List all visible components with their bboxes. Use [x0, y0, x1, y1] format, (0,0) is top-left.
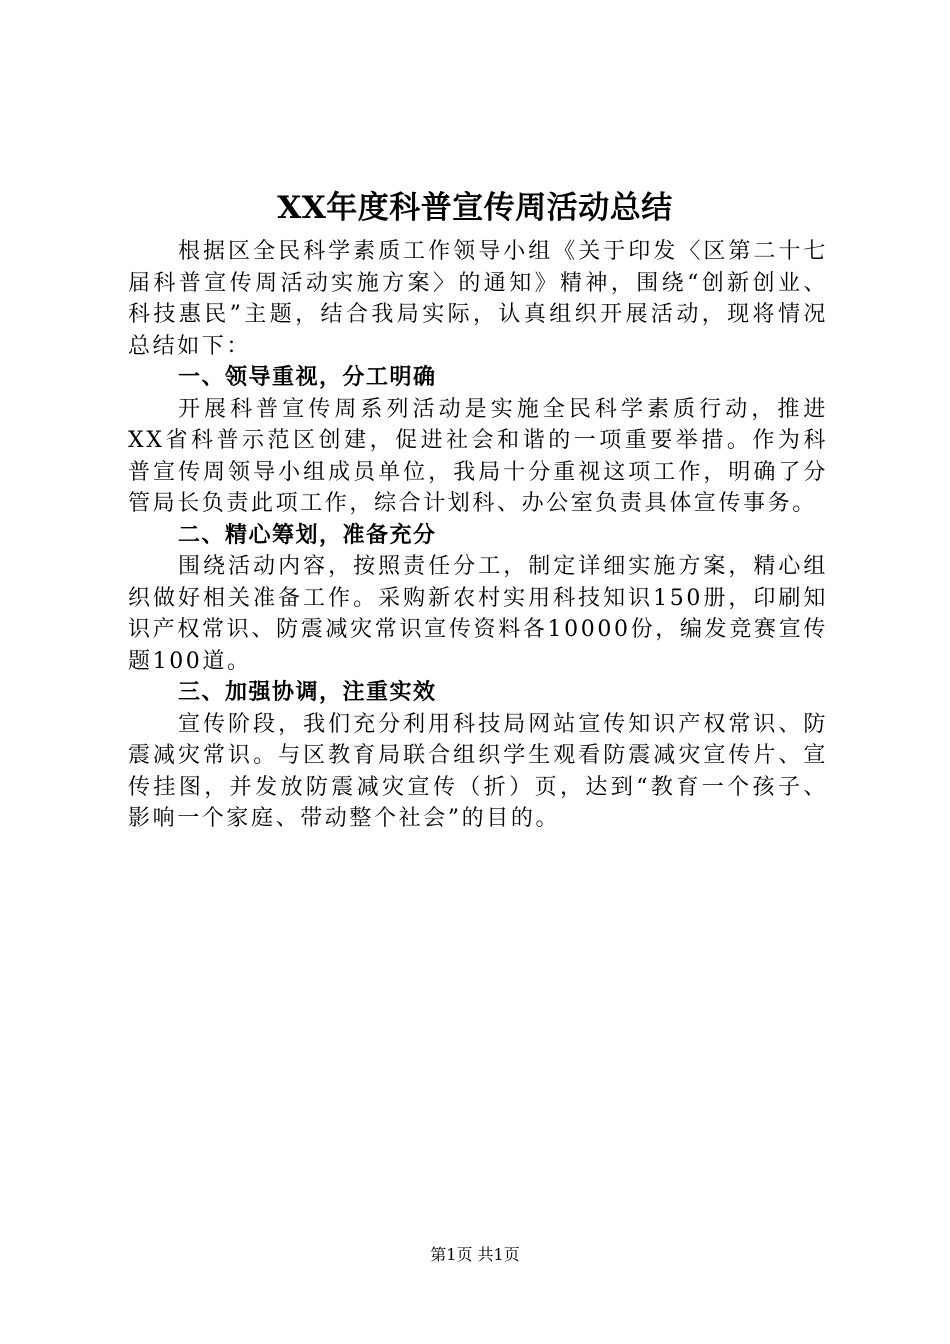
section-paragraph-1: 开展科普宣传周系列活动是实施全民科学素质行动，推进XX省科普示范区创建，促进社会和谐的一项重要举措。作为科普宣传周领导小组成员单位，我局十分重视这项工作，明确了分管局长负责此项工作，综合计划科、办公室负责具体宣传事务。 — [128, 396, 828, 516]
section-heading-3: 三、加强协调，注重实效 — [178, 680, 437, 705]
document-title: XX年度科普宣传周活动总结 — [277, 190, 673, 226]
document-body — [128, 236, 828, 835]
intro-paragraph: 根据区全民科学素质工作领导小组《关于印发〈区第二十七届科普宣传周活动实施方案〉的通知》精神，围绕“创新创业、科技惠民”主题，结合我局实际，认真组织开展活动，现将情况总结如下： — [128, 239, 828, 359]
section-heading-1: 一、领导重视，分工明确 — [178, 365, 437, 390]
section-paragraph-3: 宣传阶段，我们充分利用科技局网站宣传知识产权常识、防震减灾常识。与区教育局联合组织学生观看防震减灾宣传片、宣传挂图，并发放防震减灾宣传（折）页，达到“教育一个孩子、影响一个家庭、带动整个社会”的目的。 — [128, 711, 828, 831]
section-paragraph-2: 围绕活动内容，按照责任分工，制定详细实施方案，精心组织做好相关准备工作。采购新农村实用科技知识150册，印刷知识产权常识、防震减灾常识宣传资料各10000份，编发竞赛宣传题100道。 — [128, 554, 828, 674]
page-footer: 第1页 共1页 — [430, 1245, 520, 1264]
section-heading-2: 二、精心筹划，准备充分 — [178, 522, 437, 548]
